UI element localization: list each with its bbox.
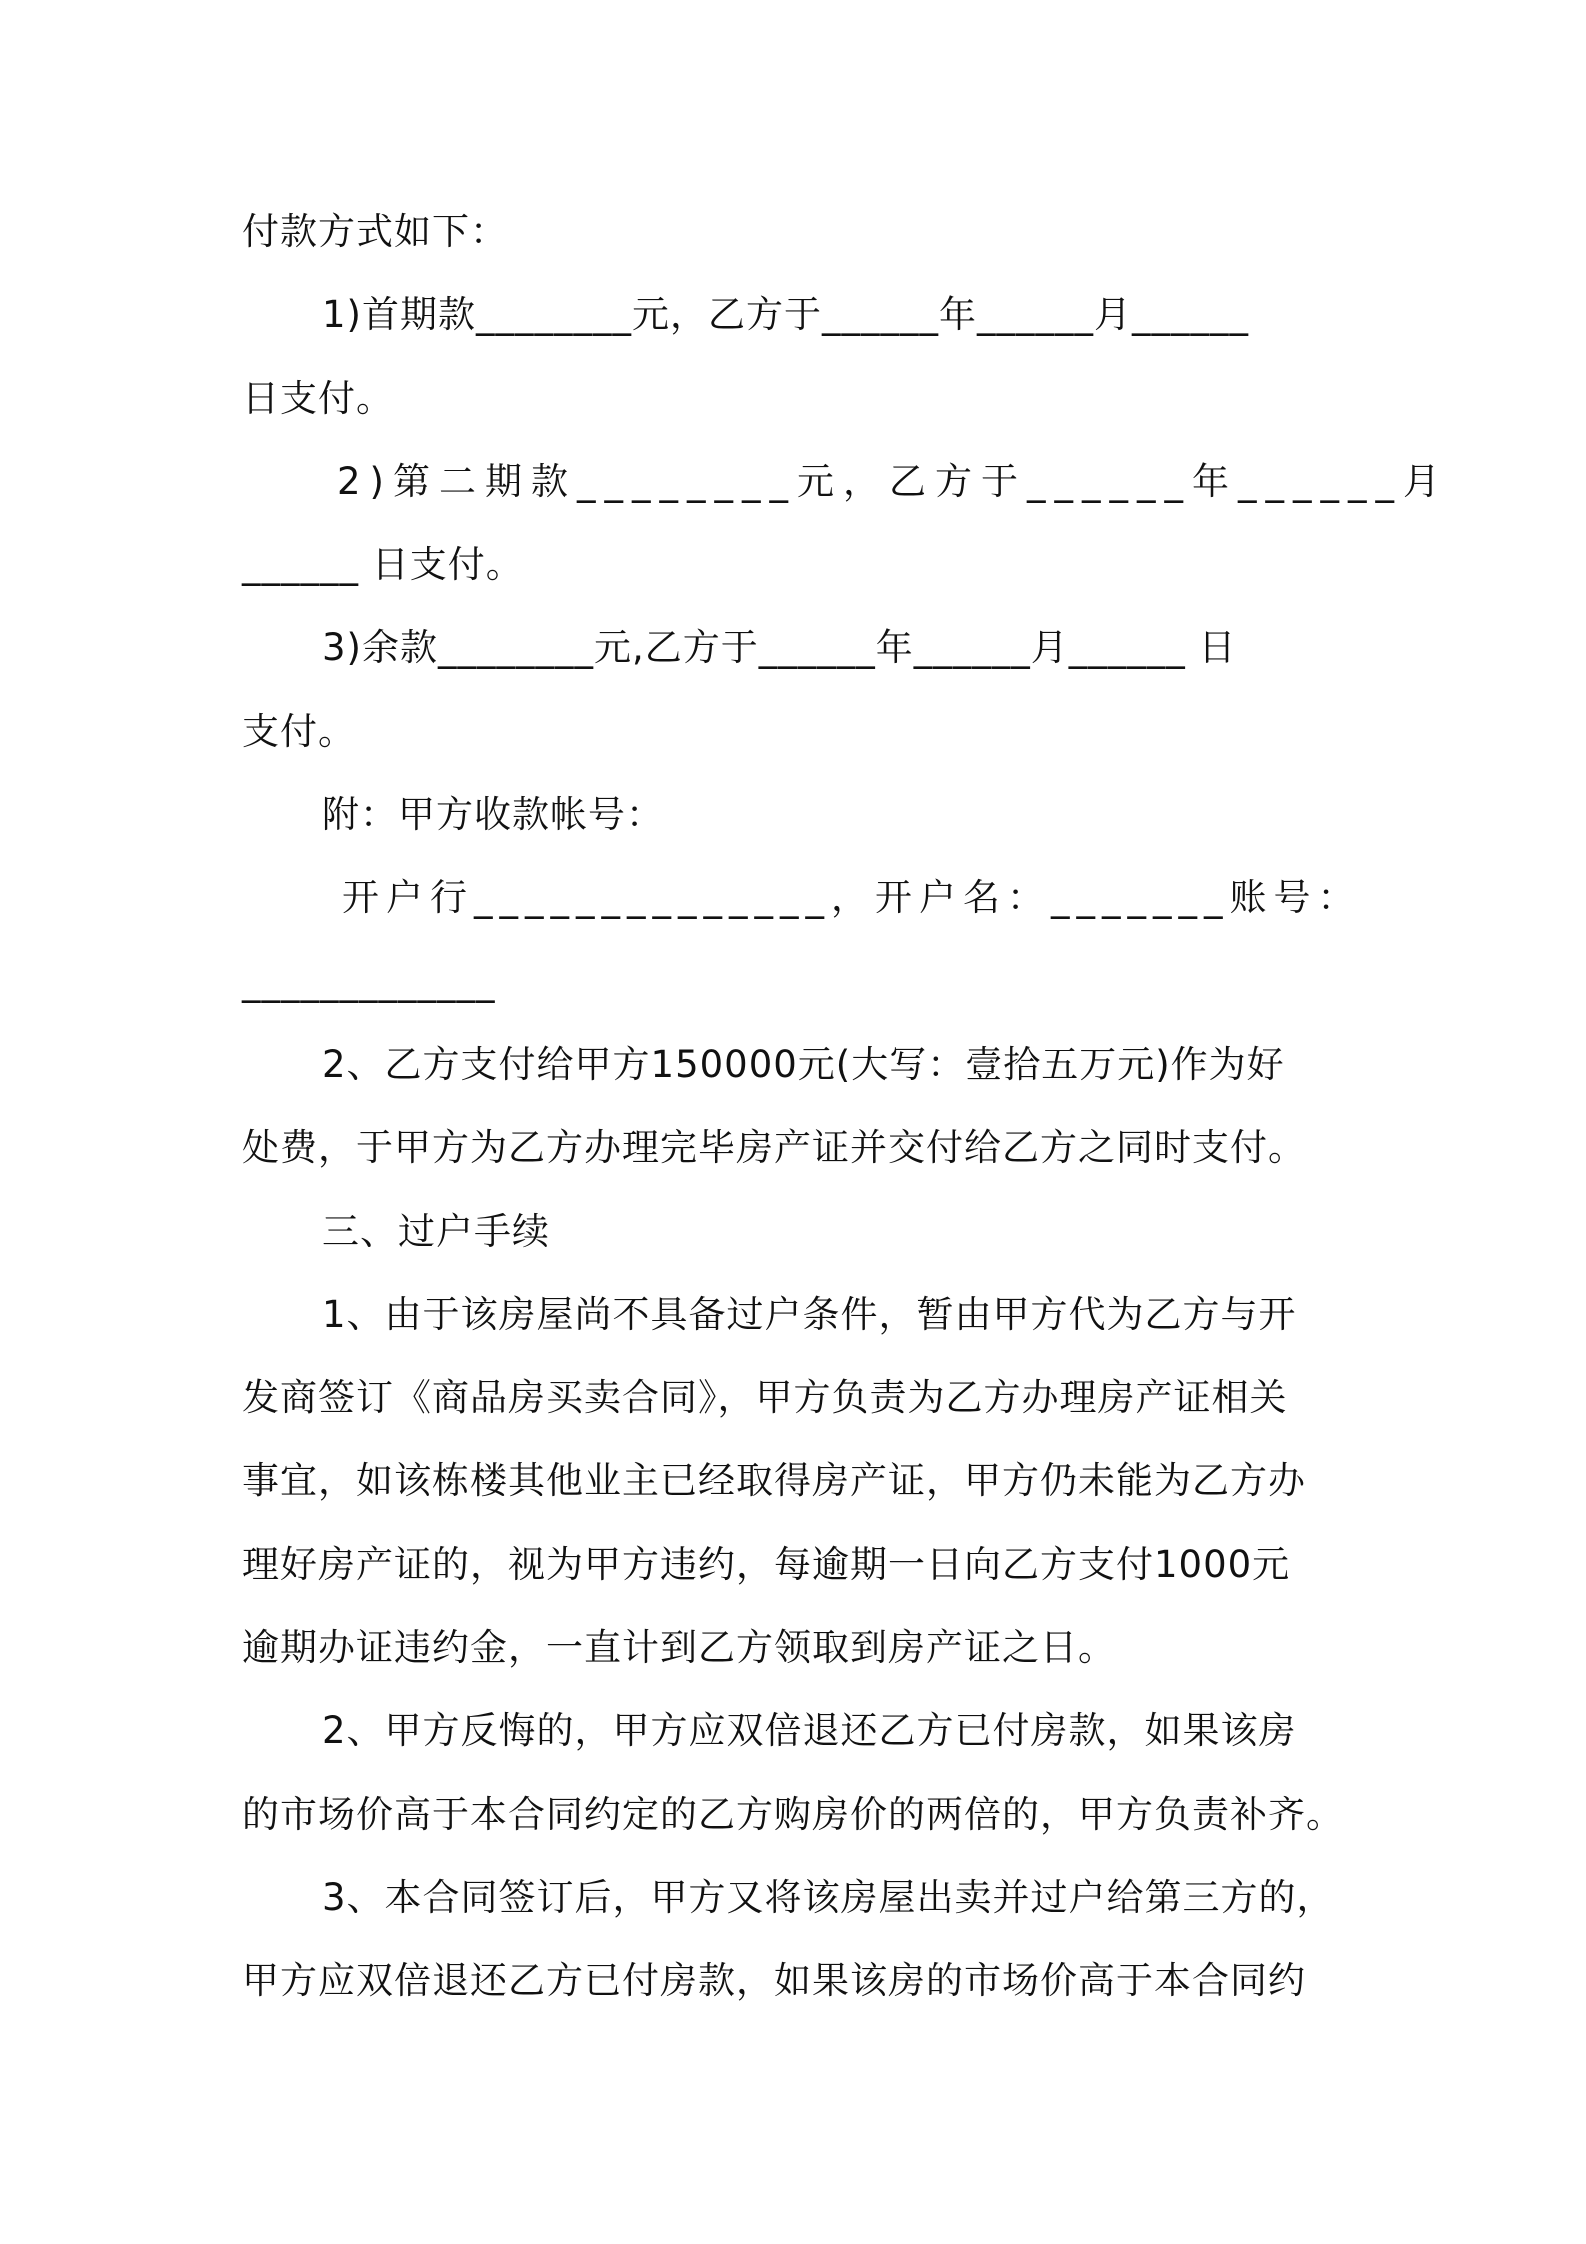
section-3-clause-1-line-3: 事宜，如该栋楼其他业主已经取得房产证，甲方仍未能为乙方办 — [242, 1459, 1306, 1503]
balance-payment-continuation: 支付。 — [242, 709, 356, 753]
bank-account-line: 开户行______________，开户名：_______账号： — [342, 876, 1362, 920]
section-3-clause-3-line-2: 甲方应双倍退还乙方已付房款，如果该房的市场价高于本合同约 — [242, 1959, 1306, 2003]
section-3-clause-1-line-5: 逾期办证违约金，一直计到乙方领取到房产证之日。 — [242, 1626, 1116, 1670]
clause-2-line-2: 处费，于甲方为乙方办理完毕房产证并交付给乙方之同时支付。 — [242, 1126, 1306, 1170]
account-info-heading: 附：甲方收款帐号： — [322, 793, 664, 837]
section-3-clause-2-line-1: 2、甲方反悔的，甲方应双倍退还乙方已付房款，如果该房 — [322, 1709, 1297, 1753]
section-3-clause-1-line-1: 1、由于该房屋尚不具备过户条件，暂由甲方代为乙方与开 — [322, 1292, 1297, 1336]
section-3-clause-2-line-2: 的市场价高于本合同约定的乙方购房价的两倍的，甲方负责补齐。 — [242, 1792, 1344, 1836]
section-3-clause-1-line-4: 理好房产证的，视为甲方违约，每逾期一日向乙方支付1000元 — [242, 1542, 1291, 1586]
payment-method-heading: 付款方式如下： — [242, 210, 508, 253]
document-page — [242, 190, 1449, 2023]
balance-payment-line: 3)余款________元,乙方于______年______月______ 日 — [322, 626, 1237, 670]
section-3-heading: 三、过户手续 — [322, 1209, 550, 1253]
section-3-clause-1-line-2: 发商签订《商品房买卖合同》，甲方负责为乙方办理房产证相关 — [242, 1376, 1288, 1420]
first-installment-line: 1)首期款________元，乙方于______年______月______ — [322, 293, 1249, 337]
clause-2-line-1: 2、乙方支付给甲方150000元(大写：壹拾五万元)作为好 — [322, 1042, 1285, 1086]
section-3-clause-3-line-1: 3、本合同签订后，甲方又将该房屋出卖并过户给第三方的， — [322, 1875, 1335, 1919]
account-number-blank: _____________ — [242, 959, 496, 1003]
first-installment-continuation: 日支付。 — [242, 376, 394, 420]
second-installment-line: 2)第二期款________元，乙方于______年______月 — [337, 459, 1449, 503]
second-installment-continuation: ______ 日支付。 — [242, 543, 524, 587]
